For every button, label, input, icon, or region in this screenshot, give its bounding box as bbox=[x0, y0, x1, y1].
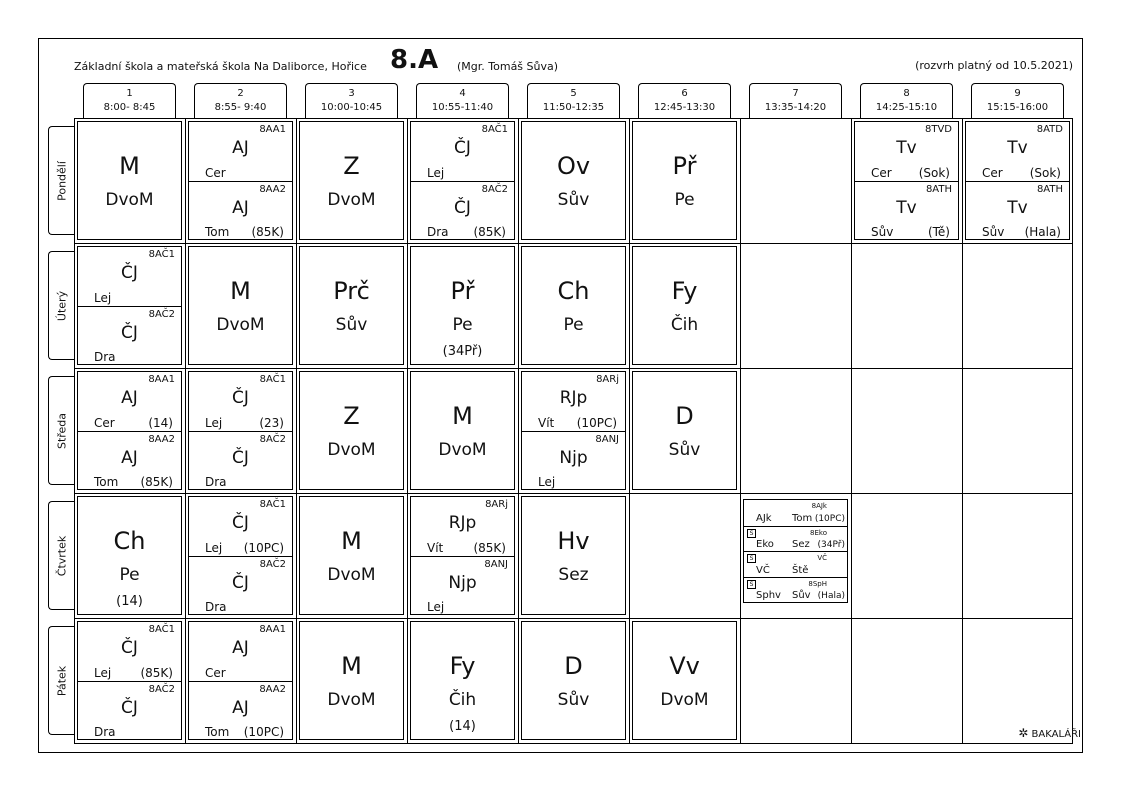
lesson-subject: M bbox=[452, 402, 473, 430]
lesson-teacher: Ště bbox=[792, 564, 809, 576]
lesson-cell bbox=[521, 621, 626, 740]
lesson-subject: Př bbox=[450, 277, 475, 305]
lesson-group-part bbox=[522, 431, 625, 491]
day-name: Úterý bbox=[55, 290, 68, 321]
class-name: 8.A bbox=[390, 45, 439, 75]
period-header bbox=[860, 83, 953, 118]
lesson-group-part bbox=[78, 681, 181, 741]
group-code: 8AČ2 bbox=[148, 683, 175, 695]
lesson-group-part bbox=[189, 181, 292, 241]
group-code: 8AČ1 bbox=[481, 124, 508, 135]
period-header bbox=[194, 83, 287, 118]
lesson-teacher: Pe bbox=[119, 565, 140, 585]
group-code: 8ANJ bbox=[595, 433, 619, 445]
lesson-subject: Njp bbox=[559, 447, 588, 468]
lesson-teacher: Lej bbox=[205, 415, 223, 430]
group-code: 8ATH bbox=[925, 183, 952, 195]
group-code: 8AA2 bbox=[148, 433, 175, 445]
lesson-cell bbox=[188, 621, 293, 740]
lesson-subject: RJp bbox=[559, 388, 588, 408]
lesson-teacher: Cer bbox=[205, 665, 226, 680]
lesson-cell bbox=[77, 246, 182, 365]
lesson-room: (Sok) bbox=[918, 165, 950, 180]
lesson-subject: ČJ bbox=[454, 138, 471, 158]
lesson-subject: ČJ bbox=[232, 572, 249, 593]
day-label bbox=[48, 126, 74, 235]
lesson-subject: Tv bbox=[1007, 197, 1028, 218]
lesson-teacher: DvoM bbox=[438, 440, 487, 460]
group-code: 8AČ1 bbox=[259, 374, 286, 385]
day-name: Čtvrtek bbox=[55, 535, 68, 576]
period-time: 10:55-11:40 bbox=[431, 102, 494, 113]
lesson-teacher: DvoM bbox=[105, 190, 154, 210]
group-code: 8TVD bbox=[924, 124, 952, 135]
lesson-subject: ČJ bbox=[121, 697, 138, 718]
lesson-group-part bbox=[189, 556, 292, 616]
lesson-cell bbox=[632, 371, 737, 490]
grid-vline bbox=[851, 118, 852, 744]
period-number: 7 bbox=[792, 88, 799, 99]
lesson-subject: AJ bbox=[232, 638, 249, 658]
lesson-teacher: Cer bbox=[205, 165, 226, 180]
brand bbox=[1018, 726, 1081, 740]
period-header bbox=[749, 83, 842, 118]
period-number: 8 bbox=[903, 88, 910, 99]
lesson-group-part bbox=[411, 122, 514, 181]
lesson-option bbox=[744, 577, 847, 604]
lesson-room: (10PC) bbox=[243, 540, 284, 555]
lesson-teacher: Tom bbox=[205, 225, 230, 239]
valid-from: (rozvrh platný od 10.5.2021) bbox=[915, 59, 1073, 72]
lesson-group-part bbox=[855, 181, 958, 241]
period-header bbox=[638, 83, 731, 118]
lesson-group-part bbox=[411, 497, 514, 556]
grid-vline bbox=[296, 118, 297, 744]
group-code: VČ bbox=[817, 554, 827, 562]
lesson-group-part bbox=[189, 497, 292, 556]
lesson-room: (10PC) bbox=[576, 415, 617, 430]
lesson-teacher: Dra bbox=[205, 475, 227, 489]
group-code: 8AČ1 bbox=[259, 499, 286, 510]
period-number: 4 bbox=[459, 88, 466, 99]
period-number: 1 bbox=[126, 88, 133, 99]
lesson-subject: ČJ bbox=[232, 388, 249, 408]
lesson-teacher: Pe bbox=[452, 315, 473, 335]
lesson-room: (Sok) bbox=[1029, 165, 1061, 180]
lesson-subject: Fy bbox=[671, 277, 698, 305]
period-time: 15:15-16:00 bbox=[986, 102, 1049, 113]
day-label bbox=[48, 626, 74, 735]
lesson-teacher: DvoM bbox=[327, 565, 376, 585]
lesson-cell bbox=[77, 496, 182, 615]
lesson-subject: Fy bbox=[449, 652, 476, 680]
lesson-subject: AJ bbox=[121, 447, 138, 468]
lesson-subject: AJk bbox=[756, 512, 772, 524]
lesson-subject: Prč bbox=[333, 277, 370, 305]
lesson-teacher: Cer bbox=[94, 415, 115, 430]
lesson-cell bbox=[854, 121, 959, 240]
lesson-group-part bbox=[189, 681, 292, 741]
lesson-subject: Tv bbox=[896, 138, 917, 158]
group-code: 8SpH bbox=[808, 579, 827, 588]
period-time: 13:35-14:20 bbox=[764, 102, 827, 113]
lesson-cell bbox=[188, 121, 293, 240]
lesson-teacher: Lej bbox=[427, 165, 445, 180]
lesson-subject: Z bbox=[343, 402, 360, 430]
lesson-room: (85K) bbox=[140, 475, 173, 489]
group-code: 8AČ2 bbox=[259, 433, 286, 445]
group-code: 8AČ2 bbox=[481, 183, 508, 195]
lesson-teacher: Čih bbox=[448, 690, 477, 710]
group-code: 8AJk bbox=[811, 502, 827, 510]
lesson-cell bbox=[632, 121, 737, 240]
group-code: 8ANJ bbox=[484, 558, 508, 570]
group-code: 8AA1 bbox=[259, 124, 286, 135]
grid-vline bbox=[629, 118, 630, 744]
lesson-subject: Ch bbox=[557, 277, 590, 305]
lesson-subject: ČJ bbox=[121, 638, 138, 658]
period-time: 14:25-15:10 bbox=[875, 102, 938, 113]
lesson-room: (23) bbox=[259, 415, 284, 430]
period-header bbox=[416, 83, 509, 118]
lesson-subject: ČJ bbox=[121, 263, 138, 283]
lesson-teacher: Pe bbox=[674, 190, 695, 210]
group-code: 8AČ2 bbox=[259, 558, 286, 570]
lesson-group-part bbox=[78, 622, 181, 681]
lesson-teacher: DvoM bbox=[216, 315, 265, 335]
day-name: Pondělí bbox=[55, 160, 68, 201]
lesson-teacher: Dra bbox=[427, 225, 449, 239]
lesson-subject: D bbox=[675, 402, 694, 430]
lesson-room: (Hala) bbox=[817, 591, 845, 601]
lesson-group-part bbox=[78, 431, 181, 491]
lesson-teacher: Sez bbox=[792, 539, 810, 550]
period-header bbox=[527, 83, 620, 118]
lesson-teacher: Tom bbox=[792, 512, 813, 524]
grid-hline bbox=[74, 368, 1073, 369]
group-code: 8AČ1 bbox=[148, 624, 175, 635]
lesson-group-part bbox=[855, 122, 958, 181]
lesson-cell bbox=[965, 121, 1070, 240]
period-time: 12:45-13:30 bbox=[653, 102, 716, 113]
lesson-teacher: Lej bbox=[94, 290, 112, 305]
period-header bbox=[971, 83, 1064, 118]
lesson-room: (85K) bbox=[251, 225, 284, 239]
lesson-cell bbox=[521, 371, 626, 490]
class-teacher: (Mgr. Tomáš Sůva) bbox=[457, 60, 559, 73]
lesson-room: (34Př) bbox=[817, 540, 845, 550]
day-label bbox=[48, 376, 74, 485]
brand-label: BAKALÁŘI bbox=[1031, 729, 1081, 740]
lesson-subject: AJ bbox=[232, 197, 249, 218]
group-code: 8ATD bbox=[1036, 124, 1063, 135]
lesson-group-part bbox=[966, 181, 1069, 241]
group-code: 8AA1 bbox=[259, 624, 286, 635]
school-name: Základní škola a mateřská škola Na Daliborce, Hořice bbox=[74, 60, 367, 73]
lesson-subject: ČJ bbox=[232, 513, 249, 533]
lesson-cell bbox=[410, 121, 515, 240]
lesson-subject: Njp bbox=[448, 572, 477, 593]
lesson-cell bbox=[410, 496, 515, 615]
lesson-group-part bbox=[522, 372, 625, 431]
grid-hline bbox=[74, 243, 1073, 244]
lesson-teacher: Sův bbox=[335, 315, 368, 335]
lesson-subject: Z bbox=[343, 152, 360, 180]
grid-vline bbox=[518, 118, 519, 744]
lesson-room: (34Př) bbox=[442, 344, 483, 359]
lesson-room: (10PC) bbox=[814, 513, 845, 524]
option-mark: S bbox=[747, 529, 756, 538]
period-number: 5 bbox=[570, 88, 577, 99]
grid-vline bbox=[407, 118, 408, 744]
lesson-teacher: Dra bbox=[94, 725, 116, 739]
lesson-subject: ČJ bbox=[232, 447, 249, 468]
group-code: 8ARj bbox=[596, 374, 619, 385]
lesson-group-part bbox=[411, 556, 514, 616]
lesson-teacher: Cer bbox=[871, 165, 892, 180]
lesson-room: (85K) bbox=[140, 665, 173, 680]
lesson-option bbox=[744, 526, 847, 553]
lesson-subject: Ov bbox=[556, 152, 591, 180]
period-number: 6 bbox=[681, 88, 688, 99]
period-number: 9 bbox=[1014, 88, 1021, 99]
lesson-teacher: DvoM bbox=[327, 690, 376, 710]
lesson-teacher: DvoM bbox=[327, 440, 376, 460]
lesson-cell bbox=[410, 621, 515, 740]
gear-icon: ✲ bbox=[1018, 726, 1029, 740]
lesson-cell bbox=[77, 121, 182, 240]
grid-vline bbox=[185, 118, 186, 744]
lesson-subject: ČJ bbox=[454, 197, 471, 218]
lesson-cell bbox=[410, 246, 515, 365]
lesson-teacher: Sův bbox=[668, 440, 701, 460]
grid-hline bbox=[74, 618, 1073, 619]
group-code: 8AČ1 bbox=[148, 249, 175, 260]
lesson-teacher: DvoM bbox=[660, 690, 709, 710]
lesson-teacher: Tom bbox=[94, 475, 119, 489]
lesson-cell bbox=[410, 371, 515, 490]
lesson-subject: Tv bbox=[896, 197, 917, 218]
lesson-subject: Hv bbox=[557, 527, 590, 555]
lesson-cell bbox=[188, 371, 293, 490]
grid-vline bbox=[962, 118, 963, 744]
lesson-cell bbox=[188, 496, 293, 615]
lesson-teacher: DvoM bbox=[327, 190, 376, 210]
period-time: 8:00- 8:45 bbox=[103, 102, 156, 113]
lesson-group-part bbox=[189, 622, 292, 681]
lesson-cell bbox=[299, 496, 404, 615]
lesson-subject: M bbox=[341, 652, 362, 680]
lesson-cell bbox=[77, 621, 182, 740]
lesson-room: (14) bbox=[148, 415, 173, 430]
lesson-subject: VČ bbox=[756, 564, 770, 576]
lesson-cell bbox=[521, 121, 626, 240]
lesson-teacher: Sův bbox=[871, 225, 894, 239]
lesson-teacher: Vít bbox=[538, 415, 555, 430]
lesson-option bbox=[744, 500, 847, 526]
lesson-subject: M bbox=[341, 527, 362, 555]
lesson-subject: Sphv bbox=[756, 590, 781, 601]
option-mark: S bbox=[747, 554, 756, 563]
group-code: 8AA2 bbox=[259, 683, 286, 695]
lesson-subject: Eko bbox=[756, 539, 774, 550]
lesson-cell bbox=[743, 499, 848, 603]
period-header bbox=[305, 83, 398, 118]
lesson-teacher: Sův bbox=[792, 590, 811, 601]
lesson-cell bbox=[299, 246, 404, 365]
lesson-teacher: Lej bbox=[205, 540, 223, 555]
lesson-cell bbox=[521, 496, 626, 615]
lesson-cell bbox=[299, 121, 404, 240]
day-name: Středa bbox=[55, 412, 68, 449]
lesson-group-part bbox=[189, 372, 292, 431]
lesson-group-part bbox=[78, 372, 181, 431]
group-code: 8Eko bbox=[810, 528, 827, 537]
lesson-room: (Tě) bbox=[927, 225, 950, 239]
lesson-cell bbox=[632, 621, 737, 740]
lesson-cell bbox=[77, 371, 182, 490]
lesson-room: (10PC) bbox=[243, 725, 284, 739]
group-code: 8AA1 bbox=[148, 374, 175, 385]
group-code: 8AA2 bbox=[259, 183, 286, 195]
lesson-teacher: Lej bbox=[538, 475, 556, 489]
lesson-room: (85K) bbox=[473, 540, 506, 555]
lesson-cell bbox=[299, 621, 404, 740]
lesson-teacher: Tom bbox=[205, 725, 230, 739]
lesson-subject: Ch bbox=[113, 527, 146, 555]
lesson-teacher: Lej bbox=[94, 665, 112, 680]
lesson-subject: AJ bbox=[121, 388, 138, 408]
lesson-teacher: Čih bbox=[670, 315, 699, 335]
lesson-room: (Hala) bbox=[1024, 225, 1061, 239]
group-code: 8ATH bbox=[1036, 183, 1063, 195]
group-code: 8AČ2 bbox=[148, 308, 175, 320]
lesson-room: (14) bbox=[449, 719, 476, 734]
day-label bbox=[48, 251, 74, 360]
period-number: 3 bbox=[348, 88, 355, 99]
lesson-cell bbox=[188, 246, 293, 365]
lesson-group-part bbox=[78, 247, 181, 306]
day-label bbox=[48, 501, 74, 610]
lesson-cell bbox=[521, 246, 626, 365]
lesson-teacher: Sův bbox=[557, 190, 590, 210]
lesson-subject: Př bbox=[672, 152, 697, 180]
lesson-subject: Vv bbox=[669, 652, 700, 680]
period-header bbox=[83, 83, 176, 118]
lesson-subject: M bbox=[230, 277, 251, 305]
lesson-subject: RJp bbox=[448, 513, 477, 533]
lesson-teacher: Sův bbox=[557, 690, 590, 710]
lesson-subject: AJ bbox=[232, 138, 249, 158]
lesson-room: (85K) bbox=[473, 225, 506, 239]
group-code: 8ARj bbox=[485, 499, 508, 510]
lesson-subject: M bbox=[119, 152, 140, 180]
lesson-group-part bbox=[411, 181, 514, 241]
lesson-teacher: Pe bbox=[563, 315, 584, 335]
day-name: Pátek bbox=[55, 665, 68, 696]
lesson-teacher: Dra bbox=[94, 350, 116, 364]
lesson-teacher: Cer bbox=[982, 165, 1003, 180]
lesson-subject: AJ bbox=[232, 697, 249, 718]
lesson-cell bbox=[299, 371, 404, 490]
lesson-group-part bbox=[78, 306, 181, 366]
period-number: 2 bbox=[237, 88, 244, 99]
option-mark: S bbox=[747, 580, 756, 589]
lesson-group-part bbox=[966, 122, 1069, 181]
lesson-teacher: Dra bbox=[205, 600, 227, 614]
lesson-subject: Tv bbox=[1007, 138, 1028, 158]
grid-vline bbox=[740, 118, 741, 744]
period-time: 10:00-10:45 bbox=[320, 102, 383, 113]
period-time: 8:55- 9:40 bbox=[214, 102, 267, 113]
lesson-cell bbox=[632, 246, 737, 365]
lesson-group-part bbox=[189, 431, 292, 491]
period-time: 11:50-12:35 bbox=[542, 102, 605, 113]
lesson-option bbox=[744, 551, 847, 578]
lesson-room: (14) bbox=[116, 594, 143, 609]
lesson-teacher: Sez bbox=[558, 565, 589, 585]
grid-hline bbox=[74, 493, 1073, 494]
lesson-subject: D bbox=[564, 652, 583, 680]
lesson-group-part bbox=[189, 122, 292, 181]
lesson-teacher: Vít bbox=[427, 540, 444, 555]
lesson-teacher: Lej bbox=[427, 600, 445, 614]
lesson-teacher: Sův bbox=[982, 225, 1005, 239]
lesson-subject: ČJ bbox=[121, 322, 138, 343]
